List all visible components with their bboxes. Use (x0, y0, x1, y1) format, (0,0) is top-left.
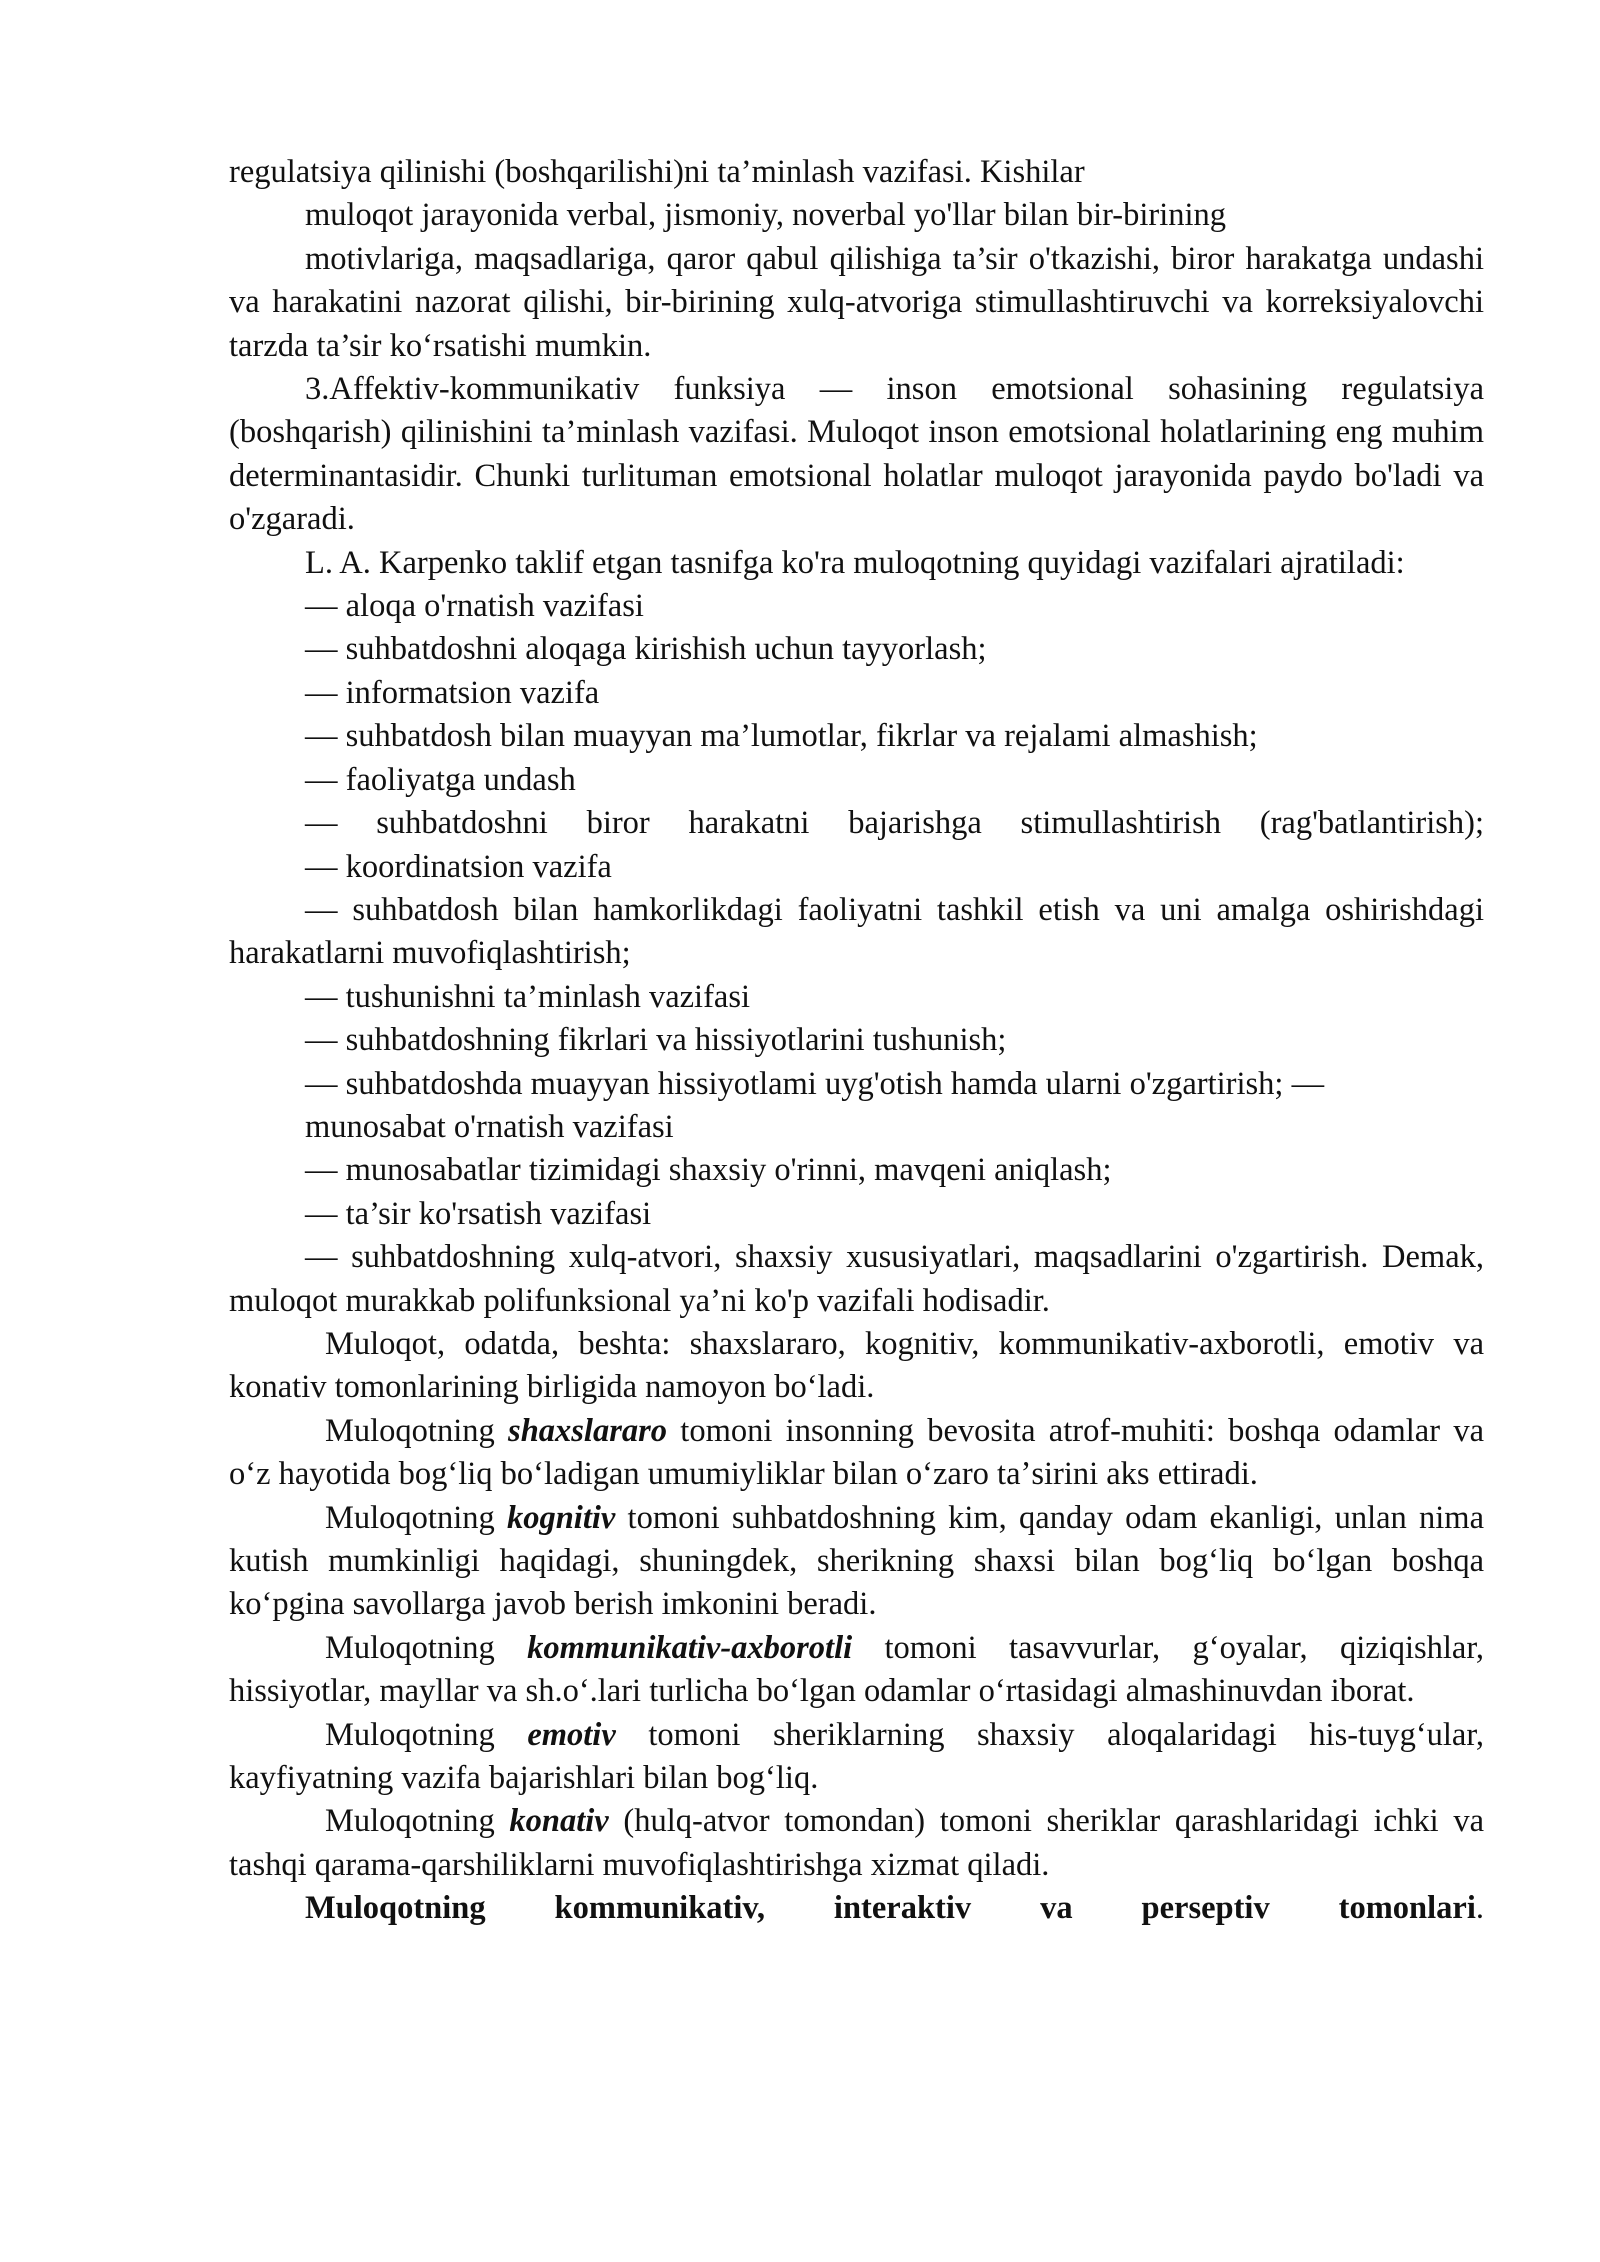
term: shaxslararo (508, 1412, 667, 1449)
heading-end: . (1475, 1890, 1484, 1927)
paragraph: Muloqot, odatda, beshta: shaxslararo, kognitiv, kommunikativ-axborotli, emotiv va konativ tomonlarining birligida namoyon boʻladi. (229, 1325, 1484, 1406)
list-item: — suhbatdoshda muayyan hissiyotlami uyg'otish hamda ularni o'zgartirish; — (305, 1065, 1325, 1102)
paragraph-text: Muloqotning (325, 1499, 507, 1536)
paragraph-text: Muloqotning (325, 1716, 528, 1753)
paragraph-text: (hulq-atvor tomondan) tomoni sheriklar qarashlaridagi ichki va tashqi qarama-qarshiliklarni muvofiqlashtirishga xizmat qiladi. (229, 1803, 1484, 1883)
list-item: — suhbatdoshning xulq-atvori, shaxsiy xususiyatlari, maqsadlarini o'zgartirish. Demak, muloqot murakkab polifunksional ya’ni ko'p vazifali hodisadir. (229, 1239, 1484, 1319)
paragraph: 3.Affektiv-kommunikativ funksiya — inson emotsional sohasining regulatsiya (boshqarish) qilinishini ta’minlash vazifasi. Muloqot inson emotsional holatlarining eng muhim determinantasidir. Chunki turlituman emotsional holatlar muloqot jarayonida paydo bo'ladi va o'zgaradi. (229, 371, 1484, 538)
list-item: — koordinatsion vazifa (305, 848, 612, 885)
section-heading (229, 1887, 1484, 1930)
paragraph (229, 1714, 1484, 1801)
paragraph-text: Muloqotning (325, 1629, 528, 1666)
list-item: — munosabatlar tizimidagi shaxsiy o'rinni, mavqeni aniqlash; (305, 1152, 1112, 1189)
term: emotiv (527, 1716, 616, 1753)
paragraph-text: tomoni suhbatdoshning kim, qanday odam ekanligi, unlan nima kutish mumkinligi haqidagi, shuningdek, sherikning shaxsi bilan bogʻliq boʻlgan boshqa koʻpgina savollarga javob berish imkonini beradi. (229, 1499, 1484, 1623)
list-item: — suhbatdoshni aloqaga kirishish uchun tayyorlash; (305, 631, 987, 668)
list-item: — tushunishni ta’minlash vazifasi (305, 978, 751, 1015)
paragraph-text: tomoni insonning bevosita atrof-muhiti: boshqa odamlar va oʻz hayotida bogʻliq boʻladigan umumiyliklar bilan oʻzaro taʼsirini aks ettiradi. (229, 1412, 1484, 1493)
list-item: — informatsion vazifa (305, 674, 600, 711)
document-page (229, 151, 1484, 1931)
paragraph-text: Muloqotning (325, 1412, 509, 1449)
paragraph (229, 1497, 1484, 1627)
paragraph-text: Muloqotning (325, 1803, 510, 1840)
paragraph (229, 1800, 1484, 1887)
paragraph-text: tomoni sheriklarning shaxsiy aloqalaridagi his-tuygʻular, kayfiyatning vazifa bajarishlari bilan bogʻliq. (229, 1716, 1484, 1797)
list-item: — ta’sir ko'rsatish vazifasi (305, 1195, 652, 1232)
paragraph-line: regulatsiya qilinishi (boshqarilishi)ni ta’minlash vazifasi. Kishilar (229, 154, 1085, 190)
list-item: — suhbatdoshning fikrlari va hissiyotlarini tushunish; (305, 1022, 1007, 1059)
heading-text: Muloqotning kommunikativ, interaktiv va perseptiv tomonlari (305, 1890, 1476, 1927)
list-item: — suhbatdosh bilan muayyan ma’lumotlar, fikrlar va rejalami almashish; (305, 718, 1258, 755)
list-item: munosabat o'rnatish vazifasi (305, 1108, 674, 1145)
list-item: — suhbatdosh bilan hamkorlikdagi faoliyatni tashkil etish va uni amalga oshirishdagi harakatlarni muvofiqlashtirish; (229, 891, 1484, 972)
paragraph (229, 1410, 1484, 1497)
term: kommunikativ-axborotli (527, 1629, 853, 1666)
list-item: — faoliyatga undash (305, 761, 576, 798)
list-item: — suhbatdoshni biror harakatni bajarishga stimullashtirish (rag'batlantirish); (305, 805, 1484, 842)
term: kognitiv (506, 1499, 616, 1536)
paragraph (229, 1627, 1484, 1714)
paragraph: motivlariga, maqsadlariga, qaror qabul qilishiga ta’sir o'tkazishi, biror harakatga undashi va harakatini nazorat qilishi, bir-birining xulq-atvoriga stimullashtiruvchi va korreksiyalovchi tarzda ta’sir koʻrsatishi mumkin. (229, 240, 1484, 364)
paragraph-text: tomoni tasavvurlar, gʻoyalar, qiziqishlar, hissiyotlar, mayllar va sh.oʻ.lari turlicha boʻlgan odamlar oʻrtasidagi almashinuvdan iborat. (229, 1629, 1484, 1710)
term: konativ (509, 1803, 609, 1840)
paragraph-line: muloqot jarayonida verbal, jismoniy, noverbal yo'llar bilan bir-birining (305, 197, 1227, 234)
list-item: — aloqa o'rnatish vazifasi (305, 588, 644, 625)
paragraph: L. A. Karpenko taklif etgan tasnifga ko'ra muloqotning quyidagi vazifalari ajratiladi: (305, 544, 1405, 581)
